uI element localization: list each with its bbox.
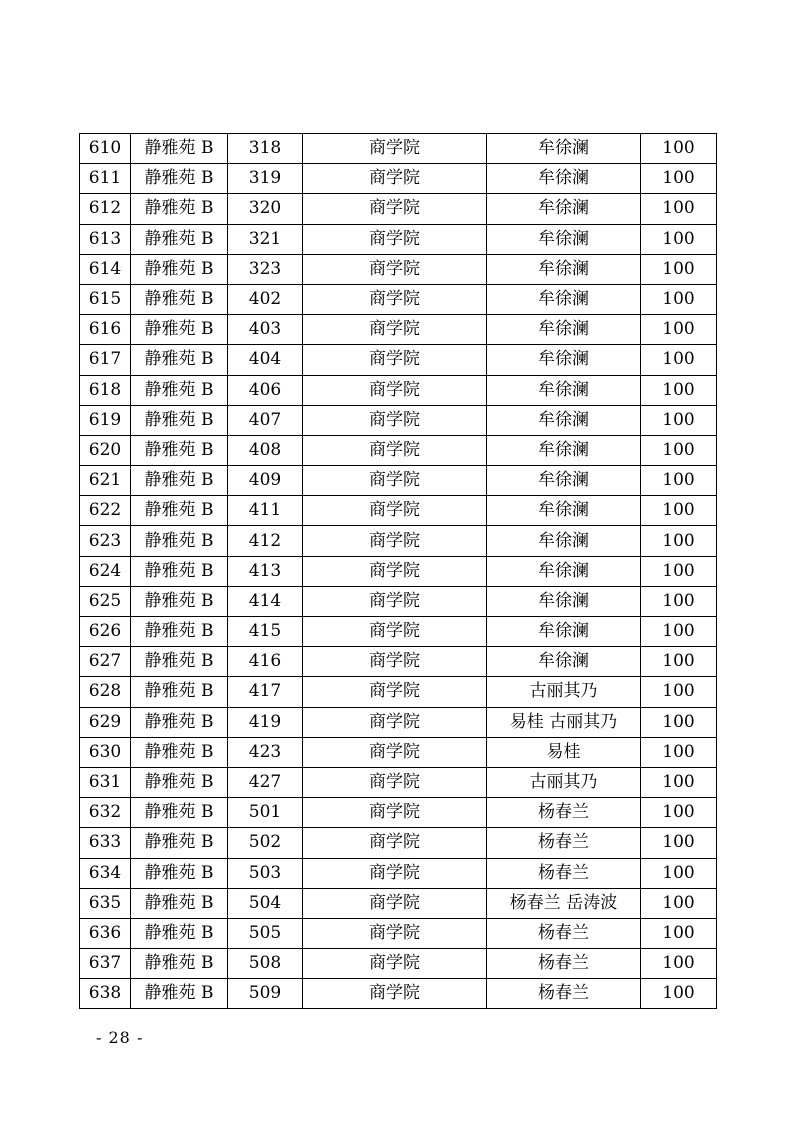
room-cell: 403	[228, 315, 303, 345]
college-cell: 商学院	[303, 767, 487, 797]
row-number-cell: 630	[80, 737, 131, 767]
college-cell: 商学院	[303, 647, 487, 677]
table-row	[80, 435, 717, 465]
row-number-cell: 624	[80, 556, 131, 586]
score-cell: 100	[641, 254, 717, 284]
building-cell: 静雅苑 B	[131, 164, 228, 194]
row-number-cell: 627	[80, 647, 131, 677]
row-number-cell: 623	[80, 526, 131, 556]
counselor-cell: 牟徐澜	[487, 134, 641, 164]
counselor-cell: 杨春兰 岳涛波	[487, 888, 641, 918]
table-row	[80, 254, 717, 284]
score-cell: 100	[641, 979, 717, 1009]
building-cell: 静雅苑 B	[131, 949, 228, 979]
counselor-cell: 古丽其乃	[487, 767, 641, 797]
table-body	[80, 134, 717, 1009]
counselor-cell: 牟徐澜	[487, 586, 641, 616]
row-number-cell: 619	[80, 405, 131, 435]
room-cell: 501	[228, 798, 303, 828]
college-cell: 商学院	[303, 194, 487, 224]
college-cell: 商学院	[303, 798, 487, 828]
building-cell: 静雅苑 B	[131, 798, 228, 828]
counselor-cell: 牟徐澜	[487, 224, 641, 254]
row-number-cell: 620	[80, 435, 131, 465]
score-cell: 100	[641, 375, 717, 405]
building-cell: 静雅苑 B	[131, 858, 228, 888]
table-row	[80, 647, 717, 677]
building-cell: 静雅苑 B	[131, 767, 228, 797]
college-cell: 商学院	[303, 858, 487, 888]
table-row	[80, 767, 717, 797]
college-cell: 商学院	[303, 888, 487, 918]
room-cell: 413	[228, 556, 303, 586]
college-cell: 商学院	[303, 345, 487, 375]
table-row	[80, 828, 717, 858]
row-number-cell: 631	[80, 767, 131, 797]
row-number-cell: 629	[80, 707, 131, 737]
college-cell: 商学院	[303, 737, 487, 767]
counselor-cell: 牟徐澜	[487, 375, 641, 405]
score-cell: 100	[641, 345, 717, 375]
college-cell: 商学院	[303, 405, 487, 435]
room-cell: 414	[228, 586, 303, 616]
table-row	[80, 858, 717, 888]
score-cell: 100	[641, 466, 717, 496]
building-cell: 静雅苑 B	[131, 405, 228, 435]
room-cell: 503	[228, 858, 303, 888]
row-number-cell: 632	[80, 798, 131, 828]
room-cell: 320	[228, 194, 303, 224]
building-cell: 静雅苑 B	[131, 586, 228, 616]
row-number-cell: 634	[80, 858, 131, 888]
college-cell: 商学院	[303, 164, 487, 194]
college-cell: 商学院	[303, 677, 487, 707]
counselor-cell: 牟徐澜	[487, 647, 641, 677]
building-cell: 静雅苑 B	[131, 134, 228, 164]
table-row	[80, 405, 717, 435]
table-row	[80, 496, 717, 526]
score-cell: 100	[641, 858, 717, 888]
score-cell: 100	[641, 677, 717, 707]
room-cell: 406	[228, 375, 303, 405]
score-cell: 100	[641, 918, 717, 948]
table-row	[80, 375, 717, 405]
table-row	[80, 315, 717, 345]
row-number-cell: 616	[80, 315, 131, 345]
room-cell: 423	[228, 737, 303, 767]
college-cell: 商学院	[303, 707, 487, 737]
table-row	[80, 707, 717, 737]
counselor-cell: 古丽其乃	[487, 677, 641, 707]
room-cell: 319	[228, 164, 303, 194]
score-cell: 100	[641, 556, 717, 586]
counselor-cell: 牟徐澜	[487, 466, 641, 496]
room-cell: 415	[228, 617, 303, 647]
building-cell: 静雅苑 B	[131, 707, 228, 737]
counselor-cell: 牟徐澜	[487, 405, 641, 435]
row-number-cell: 618	[80, 375, 131, 405]
building-cell: 静雅苑 B	[131, 918, 228, 948]
room-cell: 409	[228, 466, 303, 496]
table-row	[80, 979, 717, 1009]
row-number-cell: 635	[80, 888, 131, 918]
counselor-cell: 牟徐澜	[487, 556, 641, 586]
row-number-cell: 638	[80, 979, 131, 1009]
table-row	[80, 466, 717, 496]
college-cell: 商学院	[303, 586, 487, 616]
table-row	[80, 677, 717, 707]
college-cell: 商学院	[303, 979, 487, 1009]
score-cell: 100	[641, 164, 717, 194]
room-cell: 504	[228, 888, 303, 918]
counselor-cell: 杨春兰	[487, 949, 641, 979]
table-row	[80, 586, 717, 616]
table-row	[80, 798, 717, 828]
row-number-cell: 617	[80, 345, 131, 375]
room-cell: 318	[228, 134, 303, 164]
room-cell: 505	[228, 918, 303, 948]
room-cell: 427	[228, 767, 303, 797]
row-number-cell: 614	[80, 254, 131, 284]
row-number-cell: 621	[80, 466, 131, 496]
college-cell: 商学院	[303, 949, 487, 979]
building-cell: 静雅苑 B	[131, 828, 228, 858]
row-number-cell: 628	[80, 677, 131, 707]
counselor-cell: 易桂	[487, 737, 641, 767]
row-number-cell: 625	[80, 586, 131, 616]
row-number-cell: 613	[80, 224, 131, 254]
room-cell: 408	[228, 435, 303, 465]
room-cell: 419	[228, 707, 303, 737]
score-cell: 100	[641, 737, 717, 767]
college-cell: 商学院	[303, 496, 487, 526]
table-row	[80, 284, 717, 314]
building-cell: 静雅苑 B	[131, 315, 228, 345]
college-cell: 商学院	[303, 375, 487, 405]
room-cell: 404	[228, 345, 303, 375]
row-number-cell: 626	[80, 617, 131, 647]
room-cell: 509	[228, 979, 303, 1009]
row-number-cell: 637	[80, 949, 131, 979]
score-cell: 100	[641, 586, 717, 616]
score-cell: 100	[641, 798, 717, 828]
table-row	[80, 345, 717, 375]
building-cell: 静雅苑 B	[131, 647, 228, 677]
college-cell: 商学院	[303, 284, 487, 314]
score-cell: 100	[641, 617, 717, 647]
college-cell: 商学院	[303, 918, 487, 948]
college-cell: 商学院	[303, 134, 487, 164]
table-row	[80, 617, 717, 647]
building-cell: 静雅苑 B	[131, 496, 228, 526]
counselor-cell: 杨春兰	[487, 798, 641, 828]
table-row	[80, 526, 717, 556]
room-cell: 323	[228, 254, 303, 284]
score-cell: 100	[641, 767, 717, 797]
building-cell: 静雅苑 B	[131, 375, 228, 405]
room-cell: 411	[228, 496, 303, 526]
row-number-cell: 622	[80, 496, 131, 526]
building-cell: 静雅苑 B	[131, 345, 228, 375]
college-cell: 商学院	[303, 617, 487, 647]
score-cell: 100	[641, 707, 717, 737]
counselor-cell: 杨春兰	[487, 858, 641, 888]
room-cell: 508	[228, 949, 303, 979]
counselor-cell: 牟徐澜	[487, 496, 641, 526]
counselor-cell: 杨春兰	[487, 918, 641, 948]
college-cell: 商学院	[303, 526, 487, 556]
building-cell: 静雅苑 B	[131, 526, 228, 556]
college-cell: 商学院	[303, 254, 487, 284]
building-cell: 静雅苑 B	[131, 466, 228, 496]
college-cell: 商学院	[303, 828, 487, 858]
row-number-cell: 615	[80, 284, 131, 314]
page-number: - 28 -	[96, 1028, 144, 1047]
building-cell: 静雅苑 B	[131, 888, 228, 918]
building-cell: 静雅苑 B	[131, 979, 228, 1009]
building-cell: 静雅苑 B	[131, 677, 228, 707]
score-cell: 100	[641, 647, 717, 677]
score-cell: 100	[641, 435, 717, 465]
building-cell: 静雅苑 B	[131, 224, 228, 254]
building-cell: 静雅苑 B	[131, 556, 228, 586]
college-cell: 商学院	[303, 435, 487, 465]
room-cell: 402	[228, 284, 303, 314]
score-cell: 100	[641, 526, 717, 556]
score-cell: 100	[641, 284, 717, 314]
counselor-cell: 牟徐澜	[487, 617, 641, 647]
counselor-cell: 牟徐澜	[487, 164, 641, 194]
counselor-cell: 牟徐澜	[487, 254, 641, 284]
score-cell: 100	[641, 496, 717, 526]
building-cell: 静雅苑 B	[131, 284, 228, 314]
building-cell: 静雅苑 B	[131, 617, 228, 647]
counselor-cell: 牟徐澜	[487, 435, 641, 465]
table-row	[80, 556, 717, 586]
score-cell: 100	[641, 888, 717, 918]
score-cell: 100	[641, 134, 717, 164]
college-cell: 商学院	[303, 556, 487, 586]
table-row	[80, 949, 717, 979]
room-cell: 416	[228, 647, 303, 677]
table-row	[80, 737, 717, 767]
table-row	[80, 194, 717, 224]
building-cell: 静雅苑 B	[131, 737, 228, 767]
room-cell: 407	[228, 405, 303, 435]
building-cell: 静雅苑 B	[131, 194, 228, 224]
table-row	[80, 164, 717, 194]
row-number-cell: 611	[80, 164, 131, 194]
room-cell: 412	[228, 526, 303, 556]
counselor-cell: 牟徐澜	[487, 345, 641, 375]
score-cell: 100	[641, 194, 717, 224]
score-cell: 100	[641, 224, 717, 254]
score-cell: 100	[641, 828, 717, 858]
counselor-cell: 牟徐澜	[487, 315, 641, 345]
score-cell: 100	[641, 949, 717, 979]
row-number-cell: 633	[80, 828, 131, 858]
counselor-cell: 牟徐澜	[487, 284, 641, 314]
counselor-cell: 易桂 古丽其乃	[487, 707, 641, 737]
dormitory-score-table	[79, 133, 717, 1009]
row-number-cell: 612	[80, 194, 131, 224]
row-number-cell: 610	[80, 134, 131, 164]
room-cell: 321	[228, 224, 303, 254]
score-cell: 100	[641, 315, 717, 345]
college-cell: 商学院	[303, 224, 487, 254]
room-cell: 502	[228, 828, 303, 858]
building-cell: 静雅苑 B	[131, 435, 228, 465]
table-row	[80, 918, 717, 948]
room-cell: 417	[228, 677, 303, 707]
building-cell: 静雅苑 B	[131, 254, 228, 284]
counselor-cell: 牟徐澜	[487, 194, 641, 224]
counselor-cell: 杨春兰	[487, 828, 641, 858]
counselor-cell: 牟徐澜	[487, 526, 641, 556]
table-row	[80, 134, 717, 164]
score-cell: 100	[641, 405, 717, 435]
college-cell: 商学院	[303, 466, 487, 496]
row-number-cell: 636	[80, 918, 131, 948]
table-row	[80, 224, 717, 254]
counselor-cell: 杨春兰	[487, 979, 641, 1009]
college-cell: 商学院	[303, 315, 487, 345]
table-row	[80, 888, 717, 918]
